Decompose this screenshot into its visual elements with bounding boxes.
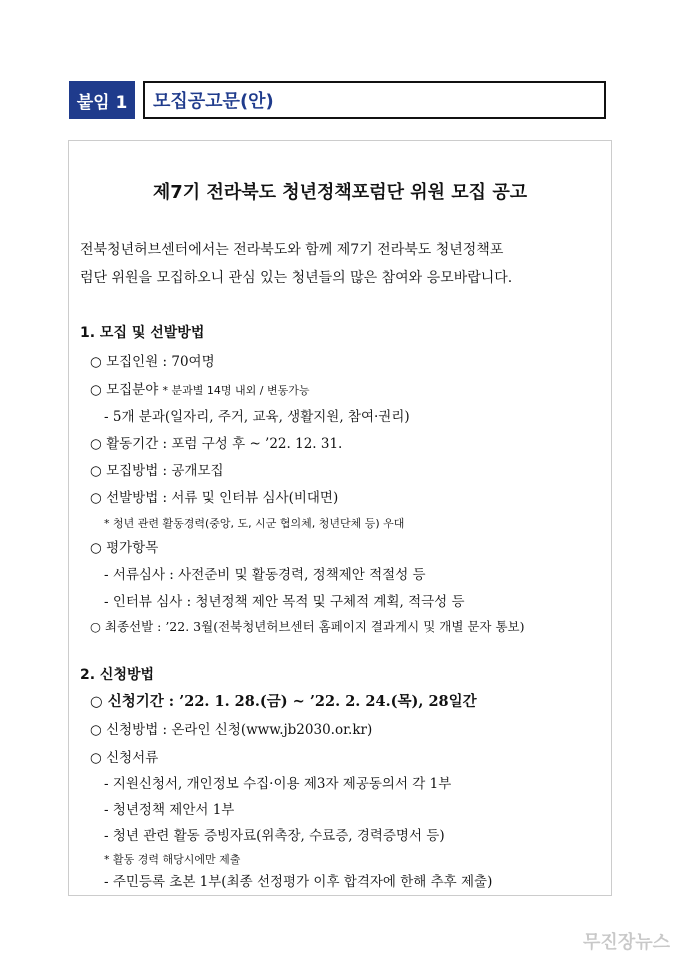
document-title: 제7기 전라북도 청년정책포럼단 위원 모집 공고 bbox=[152, 182, 528, 203]
apply-method: ○ 신청방법 : 온라인 신청(www.jb2030.or.kr) bbox=[90, 722, 373, 738]
eval-document: - 서류심사 : 사전준비 및 활동경력, 정책제안 적절성 등 bbox=[104, 567, 426, 583]
doc-note: * 활동 경력 해당시에만 제출 bbox=[104, 853, 241, 866]
watermark-logo: 무진장뉴스 bbox=[583, 932, 670, 953]
recruit-method: ○ 모집방법 : 공개모집 bbox=[90, 463, 224, 479]
doc-item: - 주민등록 초본 1부(최종 선정평가 이후 합격자에 한해 추후 제출) bbox=[104, 874, 493, 890]
attachment-header bbox=[69, 81, 606, 119]
doc-item: - 지원신청서, 개인정보 수집·이용 제3자 제공동의서 각 1부 bbox=[104, 776, 452, 792]
attachment-title: 모집공고문(안) bbox=[143, 81, 606, 119]
doc-item: - 청년 관련 활동 증빙자료(위촉장, 수료증, 경력증명서 등) bbox=[104, 828, 445, 844]
recruit-field-note: * 분과별 14명 내외 / 변동가능 bbox=[162, 384, 310, 397]
eval-interview: - 인터뷰 심사 : 청년정책 제안 목적 및 구체적 계획, 적극성 등 bbox=[104, 594, 465, 610]
eval-heading: ○ 평가항목 bbox=[90, 540, 159, 556]
apply-period: ○ 신청기간 : ’22. 1. 28.(금) ~ ’22. 2. 24.(목), 28일간 bbox=[90, 693, 477, 710]
attachment-tag: 붙임 1 bbox=[69, 81, 135, 119]
recruit-field-label: ○ 모집분야 bbox=[90, 382, 159, 398]
final-selection: ○ 최종선발 : ’22. 3월(전북청년허브센터 홈페이지 결과게시 및 개별 문자 통보) bbox=[90, 619, 525, 634]
recruit-field-detail: - 5개 분과(일자리, 주거, 교육, 생활지원, 참여·권리) bbox=[104, 409, 410, 425]
selection-note: * 청년 관련 활동경력(중앙, 도, 시군 협의체, 청년단체 등) 우대 bbox=[104, 517, 405, 530]
recruit-count: ○ 모집인원 : 70여명 bbox=[90, 354, 215, 370]
docs-heading: ○ 신청서류 bbox=[90, 750, 159, 766]
selection-method: ○ 선발방법 : 서류 및 인터뷰 심사(비대면) bbox=[90, 490, 339, 506]
doc-item: - 청년정책 제안서 1부 bbox=[104, 802, 235, 818]
section-2-heading: 2. 신청방법 bbox=[80, 667, 155, 683]
section-1-heading: 1. 모집 및 선발방법 bbox=[80, 325, 205, 341]
activity-period: ○ 활동기간 : 포럼 구성 후 ~ ’22. 12. 31. bbox=[90, 436, 343, 452]
intro-line: 전북청년허브센터에서는 전라북도와 함께 제7기 전라북도 청년정책포 bbox=[80, 242, 504, 258]
intro-paragraph bbox=[80, 236, 602, 292]
intro-line: 럼단 위원을 모집하오니 관심 있는 청년들의 많은 참여와 응모바랍니다. bbox=[80, 270, 513, 286]
recruit-field bbox=[90, 378, 310, 398]
